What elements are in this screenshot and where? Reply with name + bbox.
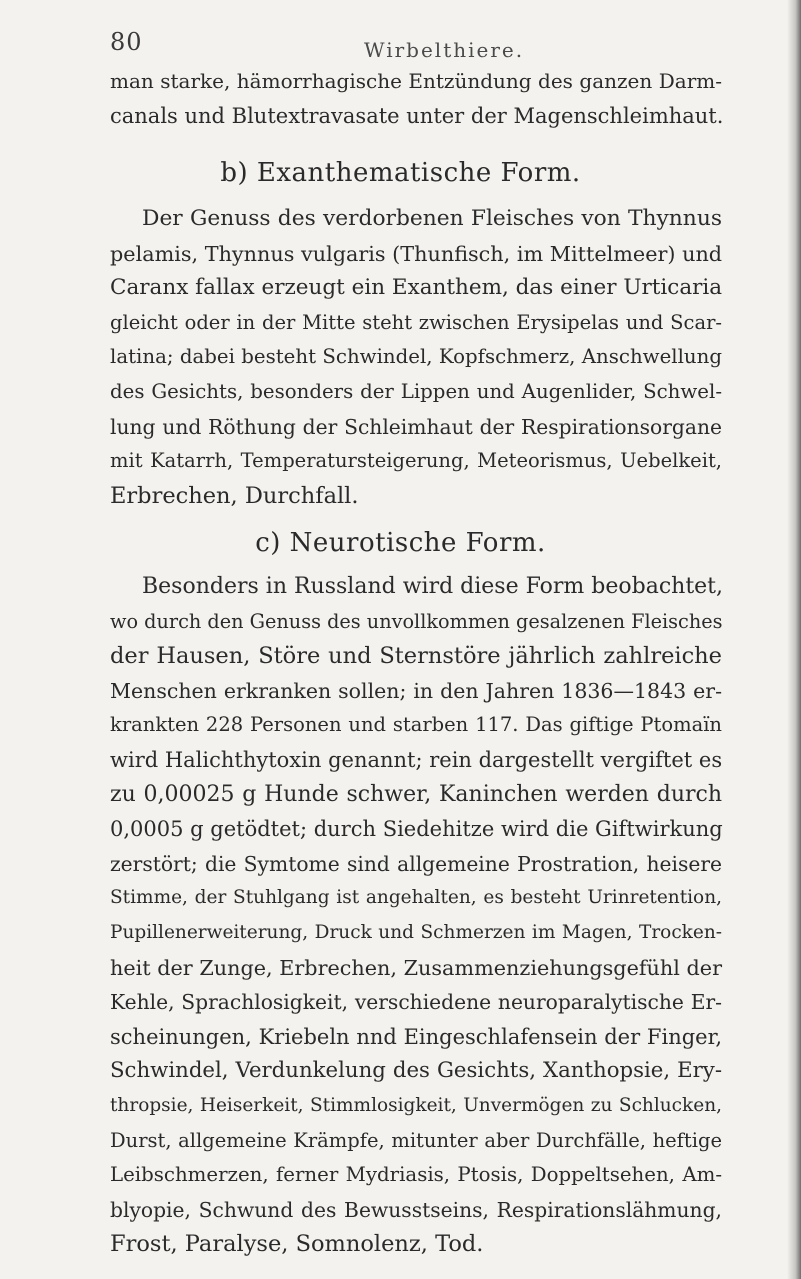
text-line: thropsie, Heiserkeit, Stimmlosigkeit, Unvermögen zu Schlucken,: [110, 1094, 722, 1116]
text-line: lung und Röthung der Schleimhaut der Respirationsorgane: [110, 414, 722, 439]
text-line: heit der Zunge, Erbrechen, Zusammenziehungsgefühl der: [110, 955, 722, 980]
paragraph-exanthematic: [110, 202, 722, 513]
page-number: 80: [110, 28, 143, 56]
text-line: Schwindel, Verdunkelung des Gesichts, Xanthopsie, Ery-: [110, 1058, 722, 1084]
text-line: wo durch den Genuss des unvollkommen gesalzenen Fleisches: [110, 609, 723, 633]
text-line: zu 0,00025 g Hunde schwer, Kaninchen werden durch: [110, 781, 722, 807]
text-line: Kehle, Sprachlosigkeit, verschiedene neuroparalytische Er-: [110, 990, 722, 1015]
page-edge-shadow: [787, 0, 801, 1279]
text-line: Durst, allgemeine Krämpfe, mitunter aber Durchfälle, heftige: [110, 1128, 722, 1152]
text-line: scheinungen, Kriebeln nnd Eingeschlafensein der Finger,: [110, 1024, 722, 1049]
text-line: blyopie, Schwund des Bewusstseins, Respirationslähmung,: [110, 1197, 722, 1222]
page-header: [60, 28, 741, 64]
text-line: Frost, Paralyse, Somnolenz, Tod.: [110, 1231, 484, 1258]
text-line: Erbrechen, Durchfall.: [110, 482, 359, 509]
text-line: Menschen erkranken sollen; in den Jahren 1836—1843 er-: [110, 678, 722, 703]
text-line: des Gesichts, besonders der Lippen und Augenlider, Schwel-: [110, 379, 722, 403]
text-line: Caranx fallax erzeugt ein Exanthem, das einer Urticaria: [110, 275, 723, 301]
text-line: Pupillenerweiterung, Druck und Schmerzen im Magen, Trocken-: [110, 921, 722, 943]
text-line: Der Genuss des verdorbenen Fleisches von Thynnus: [142, 206, 722, 231]
text-line: man starke, hämorrhagische Entzündung des ganzen Darm-: [110, 69, 722, 93]
intro-paragraph: [110, 64, 722, 133]
section-heading-exanthematic: b) Exanthematische Form.: [220, 158, 581, 188]
text-line: Leibschmerzen, ferner Mydriasis, Ptosis, Doppeltsehen, Am-: [110, 1163, 722, 1187]
text-line: latina; dabei besteht Schwindel, Kopfschmerz, Anschwellung: [110, 345, 722, 369]
text-line: der Hausen, Störe und Sternstöre jährlich zahlreiche: [110, 643, 722, 670]
paragraph-neurotic: [110, 570, 722, 1262]
text-line: Stimme, der Stuhlgang ist angehalten, es besteht Urinretention,: [110, 887, 722, 909]
text-line: krankten 228 Personen und starben 117. Das giftige Ptomaïn: [110, 713, 722, 737]
text-line: Besonders in Russland wird diese Form beobachtet,: [142, 574, 724, 599]
text-line: wird Halichthytoxin genannt; rein dargestellt vergiftet es: [110, 747, 723, 772]
text-line: canals und Blutextravasate unter der Magenschleimhaut.: [110, 103, 724, 128]
text-line: zerstört; die Symtome sind allgemeine Prostration, heisere: [110, 851, 722, 876]
text-line: 0,0005 g getödtet; durch Siedehitze wird die Giftwirkung: [110, 817, 723, 842]
text-line: pelamis, Thynnus vulgaris (Thunfisch, im Mittelmeer) und: [110, 241, 723, 266]
section-heading-neurotic: c) Neurotische Form.: [255, 528, 546, 558]
running-head: Wirbelthiere.: [364, 38, 525, 62]
text-line: mit Katarrh, Temperatursteigerung, Meteorismus, Uebelkeit,: [110, 449, 722, 473]
text-line: gleicht oder in der Mitte steht zwischen Erysipelas und Scar-: [110, 310, 722, 334]
